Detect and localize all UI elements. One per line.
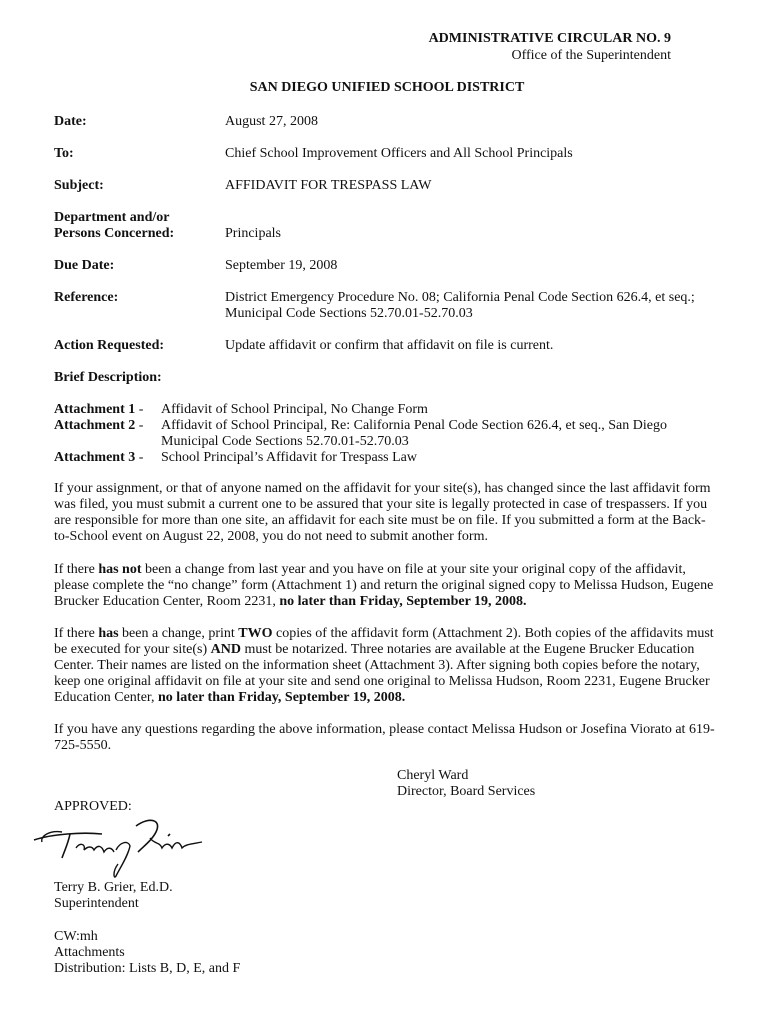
paragraph-2-line: please complete the “no change” form (Attachment 1) and return the original signed copy to Melissa Hudson, Eugene bbox=[54, 578, 714, 593]
text-run: Education Center, bbox=[54, 690, 159, 705]
attachment-dash: - bbox=[135, 418, 144, 433]
paragraph-4-line: 725-5550. bbox=[54, 738, 112, 753]
reference-value-1: District Emergency Procedure No. 08; California Penal Code Section 626.4, et seq.; bbox=[225, 290, 695, 305]
approved-label: APPROVED: bbox=[54, 799, 132, 814]
superintendent-title: Superintendent bbox=[54, 896, 139, 911]
attachment-3-desc: School Principal’s Affidavit for Trespass Law bbox=[161, 450, 418, 465]
text-run: must be notarized. Three notaries are available at the Eugene Brucker Education bbox=[241, 642, 695, 657]
text-run: copies of the affidavit form (Attachment 2). Both copies of the affidavits must bbox=[272, 626, 714, 641]
paragraph-3-line bbox=[54, 642, 694, 658]
distribution-line: Distribution: Lists B, D, E, and F bbox=[54, 961, 241, 976]
attachment-2-desc-2: Municipal Code Sections 52.70.01-52.70.03 bbox=[161, 434, 409, 449]
text-run: been a change from last year and you have on file at your site your original copy of the affidavit, bbox=[141, 562, 686, 577]
paragraph-3-line bbox=[54, 690, 405, 706]
emphasis-text: TWO bbox=[238, 626, 273, 641]
handwritten-signature bbox=[32, 812, 212, 882]
deadline-text: no later than Friday, September 19, 2008. bbox=[279, 594, 527, 609]
attachment-1-desc: Affidavit of School Principal, No Change Form bbox=[161, 402, 428, 417]
paragraph-1-line: was filed, you must submit a current one to be assured that your site is legally protected in case of trespassers. If you bbox=[54, 497, 708, 512]
paragraph-3-line: Center. Their names are listed on the information sheet (Attachment 3). After signing both copies before the notary, bbox=[54, 658, 700, 673]
department-label-1: Department and/or bbox=[54, 210, 170, 225]
date-label: Date: bbox=[54, 114, 87, 129]
signer-name: Cheryl Ward bbox=[397, 768, 469, 783]
initials: CW:mh bbox=[54, 929, 98, 944]
signer-title: Director, Board Services bbox=[397, 784, 536, 799]
attachments-note: Attachments bbox=[54, 945, 125, 960]
attachment-dash: - bbox=[135, 402, 144, 417]
district-name: SAN DIEGO UNIFIED SCHOOL DISTRICT bbox=[249, 80, 525, 95]
paragraph-3-line bbox=[54, 626, 714, 642]
text-run: be executed for your site(s) bbox=[54, 642, 211, 657]
date-value: August 27, 2008 bbox=[225, 114, 318, 129]
department-value: Principals bbox=[225, 226, 281, 241]
paragraph-4-line: If you have any questions regarding the above information, please contact Melissa Hudson or Josefina Viorato at 619- bbox=[54, 722, 715, 737]
reference-label: Reference: bbox=[54, 290, 119, 305]
emphasis-text: has not bbox=[98, 562, 142, 577]
circular-title: ADMINISTRATIVE CIRCULAR NO. 9 bbox=[428, 31, 671, 46]
attachment-label bbox=[54, 418, 143, 434]
office-line: Office of the Superintendent bbox=[511, 48, 671, 63]
attachment-3-label: Attachment 3 bbox=[54, 450, 136, 465]
attachment-label bbox=[54, 402, 143, 418]
paragraph-1-line: If your assignment, or that of anyone named on the affidavit for your site(s), has changed since the last affidavit form bbox=[54, 481, 711, 496]
text-run: If there bbox=[54, 562, 99, 577]
attachment-2-desc-1: Affidavit of School Principal, Re: California Penal Code Section 626.4, et seq., San Diego bbox=[161, 418, 667, 433]
emphasis-text: has bbox=[98, 626, 119, 641]
brief-label: Brief Description: bbox=[54, 370, 162, 385]
emphasis-text: AND bbox=[210, 642, 242, 657]
subject-value: AFFIDAVIT FOR TRESPASS LAW bbox=[225, 178, 432, 193]
paragraph-2-line bbox=[54, 594, 527, 610]
text-run: Brucker Education Center, Room 2231, bbox=[54, 594, 280, 609]
attachment-dash: - bbox=[135, 450, 144, 465]
attachment-label bbox=[54, 450, 143, 466]
superintendent-name: Terry B. Grier, Ed.D. bbox=[54, 880, 173, 895]
action-value: Update affidavit or confirm that affidavit on file is current. bbox=[225, 338, 554, 353]
paragraph-2-line bbox=[54, 562, 686, 578]
attachment-1-label: Attachment 1 bbox=[54, 402, 136, 417]
attachment-2-label: Attachment 2 bbox=[54, 418, 136, 433]
deadline-text: no later than Friday, September 19, 2008. bbox=[158, 690, 406, 705]
action-label: Action Requested: bbox=[54, 338, 165, 353]
to-label: To: bbox=[54, 146, 74, 161]
subject-label: Subject: bbox=[54, 178, 104, 193]
due-date-value: September 19, 2008 bbox=[225, 258, 338, 273]
reference-value-2: Municipal Code Sections 52.70.01-52.70.03 bbox=[225, 306, 473, 321]
paragraph-1-line: to-School event on August 22, 2008, you do not need to submit another form. bbox=[54, 529, 488, 544]
paragraph-1-line: are responsible for more than one site, an affidavit for each site must be on file. If you submitted a form at the Back- bbox=[54, 513, 706, 528]
paragraph-3-line: keep one original affidavit on file at your site and send one original to Melissa Hudson, Room 2231, Eugene Brucker bbox=[54, 674, 710, 689]
due-date-label: Due Date: bbox=[54, 258, 115, 273]
to-value: Chief School Improvement Officers and All School Principals bbox=[225, 146, 573, 161]
department-label-2: Persons Concerned: bbox=[54, 226, 175, 241]
text-run: If there bbox=[54, 626, 99, 641]
text-run: been a change, print bbox=[118, 626, 239, 641]
